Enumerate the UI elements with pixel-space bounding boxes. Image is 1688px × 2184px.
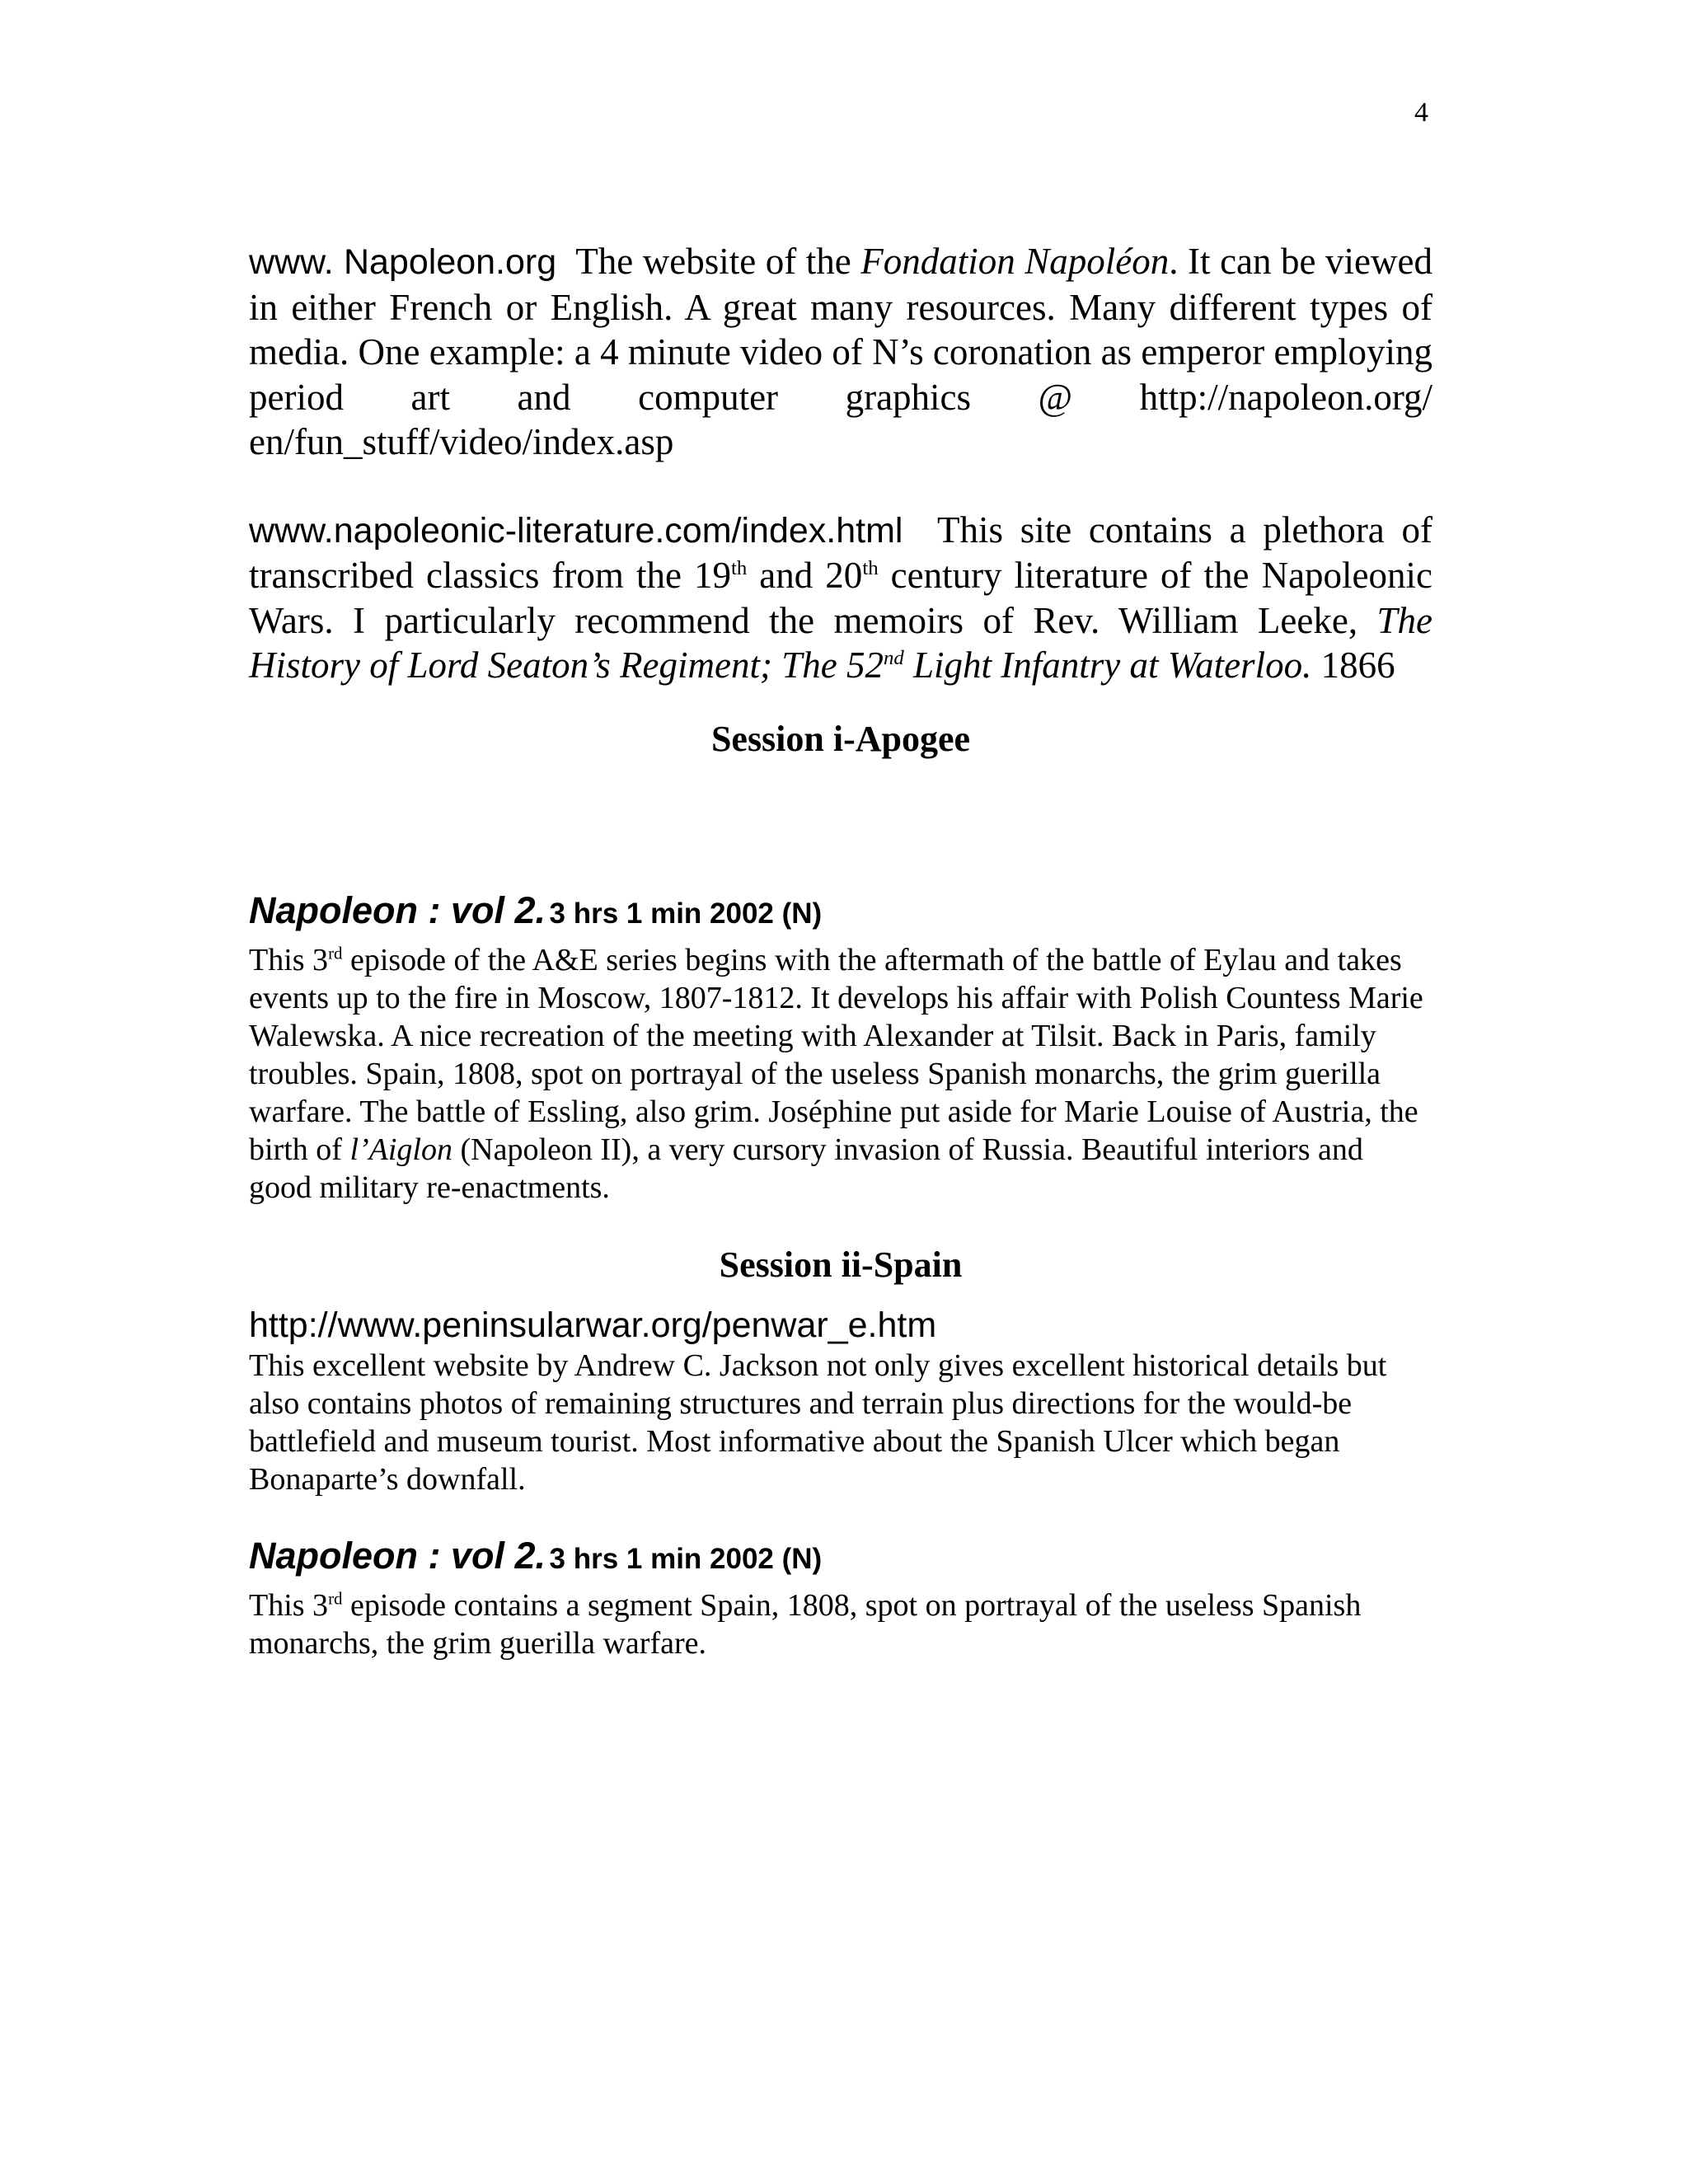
session-1-film-description <box>249 941 1432 1207</box>
peninsular-war-description: This excellent website by Andrew C. Jackson not only gives excellent historical details but also contains photos of remaining structures and terrain plus directions for the would-be battlefield and museum tourist. Most informative about the Spanish Ulcer which began Bonaparte’s downfall. <box>249 1347 1387 1497</box>
peninsular-war-url[interactable]: http://www.peninsularwar.org/penwar_e.htm <box>249 1305 937 1345</box>
session-2-film-name: Napoleon : vol 2. <box>249 1534 546 1577</box>
session-1-title: Session i-Apogee <box>710 718 971 759</box>
entry-napoleon-org <box>249 239 1432 465</box>
page-content <box>249 239 1432 1662</box>
session-2-film-title <box>249 1535 1432 1586</box>
session-1-desc-2: episode of the A&E series begins with the aftermath of the battle of Eylau and takes events up to the fire in Moscow, 1807-1812. It develops his affair with Polish Countess Marie Walewska. A nice recreation of the meeting with Alexander at Tilsit. Back in Paris, family troubles. Spain, 1808, spot on portrayal of the useless Spanish monarchs, the grim guerilla warfare. The battle of Essling, also grim. Joséphine put aside for Marie Louise of Austria, the birth of <box>249 942 1423 1167</box>
superscript-th-1: th <box>730 557 748 579</box>
session-2-film-description <box>249 1586 1432 1662</box>
napoleon-org-url[interactable]: www. Napoleon.org <box>249 242 557 282</box>
superscript-rd: rd <box>328 942 343 963</box>
session-2-desc-1: This 3 <box>249 1587 329 1623</box>
page-number: 4 <box>1414 97 1428 128</box>
session-2-film-details: 3 hrs 1 min 2002 (N) <box>549 1542 823 1575</box>
leeke-book-title-part-2: Light Infantry at Waterloo. <box>903 644 1312 686</box>
session-1-film-details: 3 hrs 1 min 2002 (N) <box>549 897 823 930</box>
laiglon-italic: l’Aiglon <box>349 1132 452 1167</box>
napoleon-org-text-1: The website of the <box>575 241 861 282</box>
session-1-film-name: Napoleon : vol 2. <box>249 888 546 931</box>
entry-napoleonic-literature <box>249 508 1432 688</box>
superscript-nd: nd <box>883 647 904 669</box>
fondation-napoleon-title: Fondation Napoléon <box>860 241 1170 282</box>
napoleonic-literature-text-3: century literature of the Napoleonic Wars. I particularly recommend the memoirs of Rev. William Leeke, <box>249 555 1432 641</box>
napoleonic-literature-text-1: This site contains a plethora of transcribed classics from the 19 <box>249 509 1432 596</box>
session-2-title: Session ii-Spain <box>719 1244 963 1285</box>
napoleonic-literature-text-4: 1866 <box>1311 644 1395 686</box>
session-2-desc-2: episode contains a segment Spain, 1808, spot on portrayal of the useless Spanish monarchs, the grim guerilla warfare. <box>249 1587 1362 1661</box>
superscript-rd-2: rd <box>328 1587 343 1608</box>
session-1-desc-1: This 3 <box>249 942 329 977</box>
napoleonic-literature-text-2: and 20 <box>747 555 863 596</box>
napoleon-org-text-2: . It can be viewed in either French or English. A great many resources. Many different types of media. One example: a 4 minute video of N’s coronation as emperor employing period art and computer graphics @ http://napoleon.org/ en/fun_stuff/video/index.asp <box>249 241 1432 462</box>
superscript-th-2: th <box>862 557 879 579</box>
napoleonic-literature-url[interactable]: www.napoleonic-literature.com/index.html <box>249 510 903 551</box>
session-1-film-title <box>249 889 1432 941</box>
session-1-desc-3: (Napoleon II), a very cursory invasion of Russia. Beautiful interiors and good military re-enactments. <box>249 1132 1363 1205</box>
leeke-book-title-part-1: The History of Lord Seaton’s Regiment; The 52 <box>249 599 1432 686</box>
